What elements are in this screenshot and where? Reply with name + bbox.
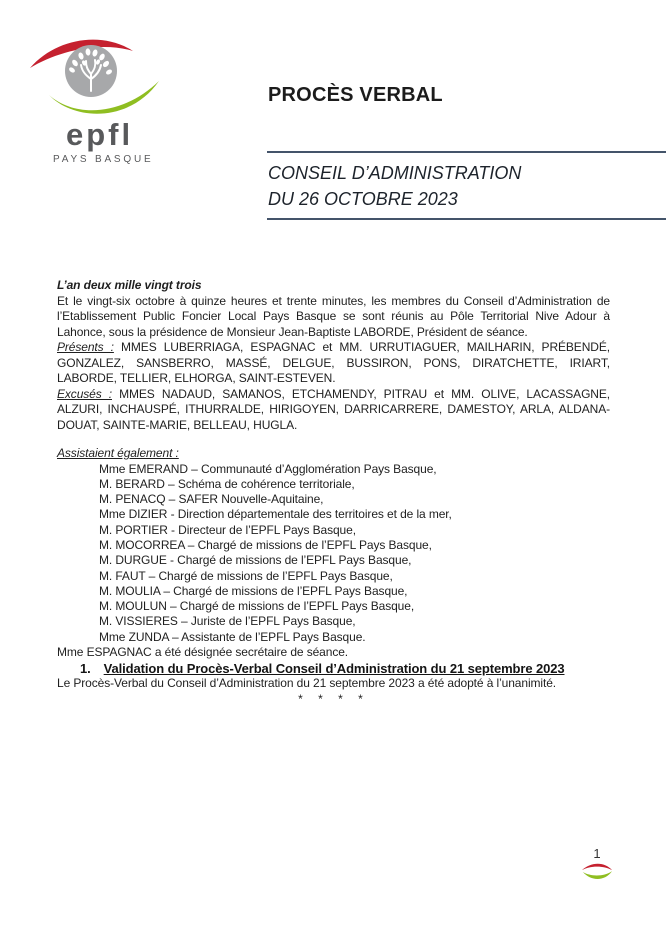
list-item: M. MOULIA – Chargé de missions de l’EPFL Pays Basque,: [99, 583, 408, 598]
presents-text: MMES LUBERRIAGA, ESPAGNAC et MM. URRUTIAGUER, MAILHARIN, PRÉBENDÉ, GONZALEZ, SANSBERRO, MASSÉ, DELGUE, BUSSIRON, PONS, DIRATCHETTE, IRIART, LABORDE, TELLIER, ELHORGA, SAINT-ESTEVEN.: [57, 340, 610, 385]
list-item: M. FAUT – Chargé de missions de l’EPFL Pays Basque,: [99, 568, 393, 583]
page-number: 1: [593, 846, 601, 861]
epfl-logo-mark-icon: [28, 24, 162, 120]
list-item: M. VISSIERES – Juriste de l’EPFL Pays Basque,: [99, 614, 356, 629]
list-item: Mme EMERAND – Communauté d’Agglomération Pays Basque,: [99, 461, 437, 476]
excuses-text: MMES NADAUD, SAMANOS, ETCHAMENDY, PITRAU et MM. OLIVE, LACASSAGNE, ALZURI, INCHAUSPÉ, ITHURRALDE, HIRIGOYEN, DARRICARRERE, DAMESTOY, ARLA, ALDANA-DOUAT, SAINTE-MARIE, BELLEAU, HUGLA.: [57, 386, 611, 432]
attendees-label: Assistaient également :: [57, 446, 179, 460]
list-item: M. DURGUE - Chargé de missions de l’EPFL Pays Basque,: [99, 553, 412, 568]
section-1-heading: [57, 661, 610, 677]
document-title: PROCÈS VERBAL: [268, 84, 443, 106]
intro-lead: L’an deux mille vingt trois: [57, 278, 202, 292]
page-footer: [574, 846, 620, 889]
section-1-title: Validation du Procès-Verbal Conseil d’Administration du 21 septembre 2023: [103, 660, 565, 676]
list-item: Mme ZUNDA – Assistante de l’EPFL Pays Basque.: [99, 629, 366, 644]
intro-paragraph: [57, 278, 610, 340]
excuses-label: Excusés :: [57, 386, 112, 401]
epfl-logo: [28, 24, 162, 165]
logo-brand-text: epfl: [66, 117, 134, 152]
separator-stars: * * * *: [298, 691, 369, 706]
meeting-heading-line2: DU 26 OCTOBRE 2023: [268, 189, 458, 209]
section-1-number: 1.: [80, 660, 91, 676]
list-item: M. MOULUN – Chargé de missions de l’EPFL Pays Basque,: [99, 599, 415, 614]
secretary-line: Mme ESPAGNAC a été désignée secrétaire de séance.: [57, 645, 349, 660]
meeting-heading-line1: CONSEIL D’ADMINISTRATION: [268, 163, 522, 183]
epfl-mini-logo-icon: [580, 862, 614, 884]
list-item: M. PORTIER - Directeur de l’EPFL Pays Basque,: [99, 522, 356, 537]
adoption-line: Le Procès-Verbal du Conseil d’Administration du 21 septembre 2023 a été adopté à l’unanimité.: [57, 676, 557, 691]
presents-label: Présents :: [57, 340, 114, 354]
list-item: M. MOCORREA – Chargé de missions de l’EPFL Pays Basque,: [99, 537, 432, 552]
header-divider-bottom: [267, 218, 666, 220]
list-item: M. PENACQ – SAFER Nouvelle-Aquitaine,: [99, 492, 324, 507]
header-divider-top: [267, 151, 666, 153]
logo-subtitle-text: PAYS BASQUE: [53, 154, 154, 165]
intro-text: Et le vingt-six octobre à quinze heures et trente minutes, les membres du Conseil d’Administration de l’Etablissement Public Foncier Local Pays Basque se sont réunis au Pôle Territorial Nive Adour à Lahonce, sous la présidence de Monsieur Jean-Baptiste LABORDE, Président de séance.: [57, 293, 610, 339]
excuses-paragraph: [57, 387, 610, 434]
document-body: [57, 278, 610, 707]
list-item: M. BERARD – Schéma de cohérence territoriale,: [99, 476, 355, 491]
presents-paragraph: [57, 340, 610, 387]
attendees-section: [57, 446, 610, 645]
list-item: Mme DIZIER - Direction départementale des territoires et de la mer,: [99, 507, 452, 522]
meeting-heading: [268, 160, 521, 212]
